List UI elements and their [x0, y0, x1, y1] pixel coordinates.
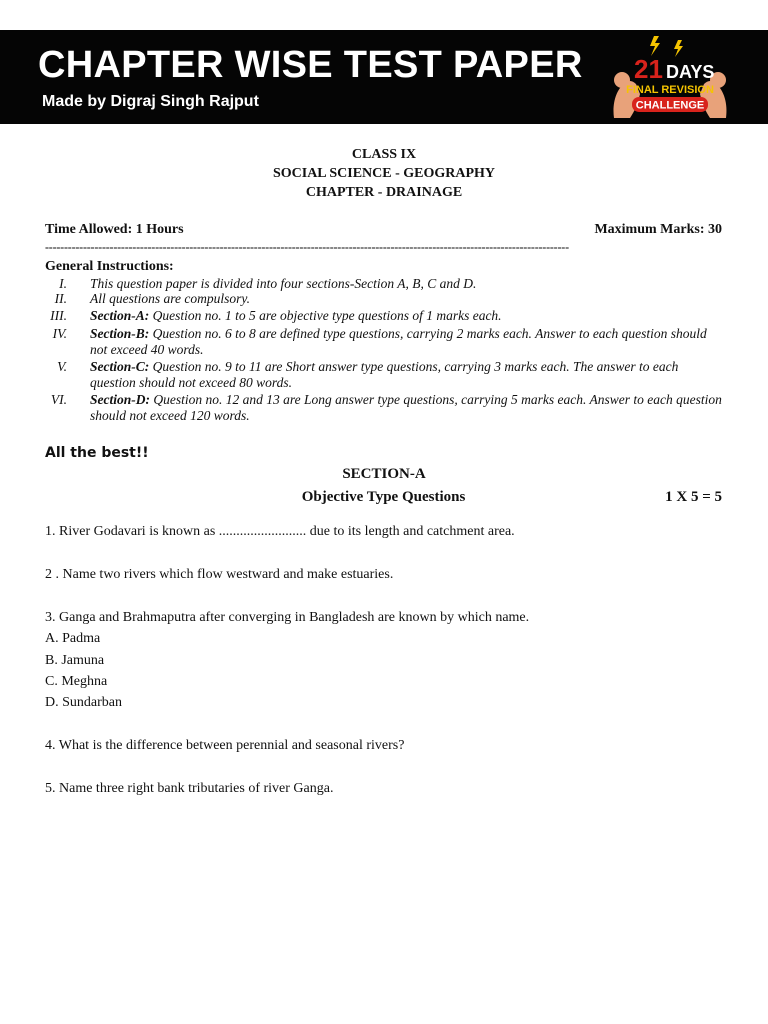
time-allowed: Time Allowed: 1 Hours — [45, 222, 184, 237]
option-b: B. Jamuna — [45, 653, 105, 668]
header-banner — [0, 30, 768, 124]
question-5: 5. Name three right bank tributaries of river Ganga. — [45, 781, 334, 796]
question-2: 2 . Name two rivers which flow westward and make estuaries. — [45, 567, 394, 582]
instruction-item: V. Section-C: Question no. 9 to 11 are Short answer type questions, carrying 3 marks each. The answer to each question should not exceed 80 words. — [57, 359, 679, 390]
meta-row — [45, 222, 722, 238]
instruction-item: IV. Section-B: Question no. 6 to 8 are defined type questions, carrying 2 marks each. Answer to each question should not exceed 40 words. — [52, 326, 707, 357]
maximum-marks: Maximum Marks: 30 — [594, 222, 722, 237]
section-marks: 1 X 5 = 5 — [665, 489, 722, 505]
subject-heading: SOCIAL SCIENCE - GEOGRAPHY — [272, 166, 496, 181]
question-4: 4. What is the difference between perennial and seasonal rivers? — [45, 738, 405, 753]
challenge-logo — [610, 34, 730, 122]
svg-text:21: 21 — [634, 54, 663, 84]
question-3: 3. Ganga and Brahmaputra after converging in Bangladesh are known by which name. — [45, 610, 530, 625]
greeting-text: All the best!! — [45, 445, 149, 461]
svg-text:DAYS: DAYS — [666, 62, 715, 82]
section-subtitle: Objective Type Questions — [301, 489, 466, 505]
option-a: A. Padma — [45, 631, 101, 646]
instruction-item: II. All questions are compulsory. — [54, 291, 250, 306]
divider-line: ------------------------------------------------------------------------------------------------------------------------------------------ — [45, 240, 569, 254]
instruction-item: III. Section-A: Question no. 1 to 5 are objective type questions of 1 marks each. — [50, 308, 502, 323]
svg-text:FINAL REVISION: FINAL REVISION — [626, 84, 714, 96]
instruction-item: I. This question paper is divided into four sections-Section A, B, C and D. — [59, 276, 477, 291]
instructions-title: General Instructions: — [45, 259, 174, 274]
option-d: D. Sundarban — [45, 695, 122, 710]
section-title: SECTION-A — [342, 466, 426, 482]
chapter-heading: CHAPTER - DRAINAGE — [305, 185, 463, 200]
option-c: C. Meghna — [45, 674, 108, 689]
banner-title: CHAPTER WISE TEST PAPER — [38, 44, 583, 86]
svg-text:CHALLENGE: CHALLENGE — [635, 99, 705, 112]
instruction-item: VI. Section-D: Question no. 12 and 13 are Long answer type questions, carrying 5 marks each. Answer to each question should not exceed 120 words. — [50, 392, 722, 423]
banner-subtitle: Made by Digraj Singh Rajput — [42, 93, 259, 110]
question-1: 1. River Godavari is known as ......................... due to its length and catchment area. — [45, 524, 515, 539]
class-heading: CLASS IX — [351, 147, 417, 162]
